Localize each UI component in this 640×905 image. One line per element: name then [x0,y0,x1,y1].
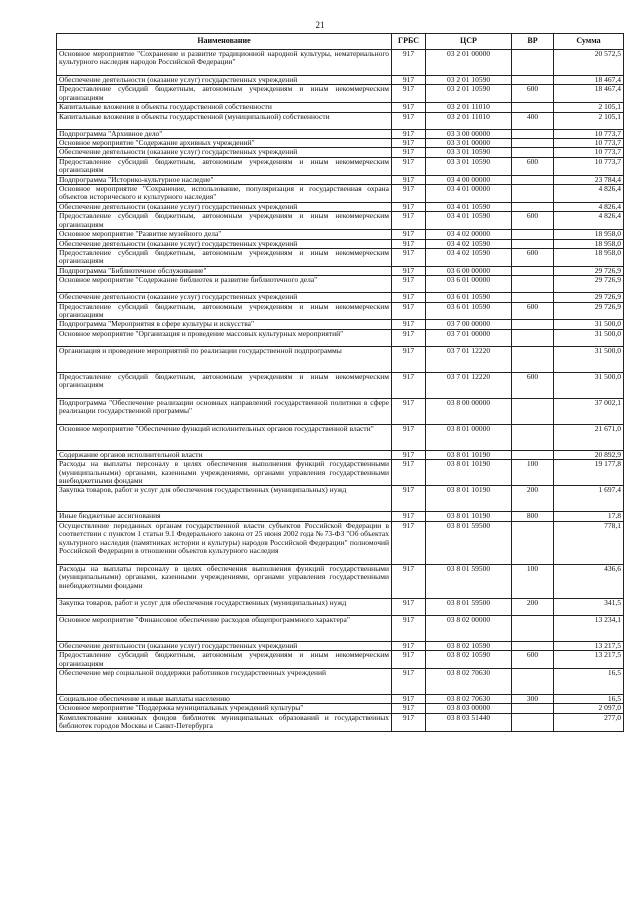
cell-vr [512,615,554,641]
header-csr: ЦСР [426,34,512,50]
header-row [57,34,624,50]
table-row [57,512,624,521]
cell-sum: 16,5 [554,695,624,704]
table-row [57,521,624,564]
cell-sum: 13 217,5 [554,641,624,650]
cell-csr: 03 7 01 00000 [426,329,512,346]
cell-name: Организация и проведение мероприятий по реализации государственной подпрограммы [57,346,392,372]
cell-sum: 16,5 [554,669,624,695]
cell-vr [512,346,554,372]
table-row [57,460,624,486]
table-row [57,185,624,203]
cell-csr: 03 3 01 00000 [426,139,512,148]
cell-vr: 600 [512,302,554,320]
cell-sum: 10 773,7 [554,148,624,157]
cell-vr [512,76,554,85]
cell-name: Обеспечение деятельности (оказание услуг) государственных учреждений [57,641,392,650]
table-row [57,329,624,346]
cell-csr: 03 7 01 12220 [426,372,512,398]
table-row [57,669,624,695]
table-row [57,50,624,76]
cell-csr: 03 8 02 10590 [426,651,512,669]
cell-name: Расходы на выплаты персоналу в целях обеспечения выполнения функций государственными (муниципальными) органами, казенными учреждениями, органами управления государственными внебюджетными фондами [57,564,392,598]
cell-grbs: 917 [392,460,426,486]
cell-sum: 29 726,9 [554,276,624,293]
cell-grbs: 917 [392,202,426,211]
cell-vr: 200 [512,598,554,615]
cell-grbs: 917 [392,50,426,76]
cell-vr: 100 [512,460,554,486]
table-row [57,112,624,129]
table-row [57,157,624,175]
cell-vr [512,129,554,138]
cell-name: Предоставление субсидий бюджетным, автономным учреждениям и иным некоммерческим организациям [57,248,392,266]
cell-sum: 1 697,4 [554,486,624,512]
cell-grbs: 917 [392,157,426,175]
cell-grbs: 917 [392,521,426,564]
table-row [57,346,624,372]
cell-grbs: 917 [392,329,426,346]
table-row [57,713,624,731]
cell-sum: 436,6 [554,564,624,598]
table-row [57,202,624,211]
cell-sum: 2 105,1 [554,103,624,112]
cell-grbs: 917 [392,302,426,320]
table-row [57,320,624,329]
cell-sum: 31 500,0 [554,329,624,346]
cell-name: Иные бюджетные ассигнования [57,512,392,521]
cell-name: Обеспечение деятельности (оказание услуг) государственных учреждений [57,293,392,302]
cell-vr [512,230,554,239]
table-row [57,129,624,138]
cell-grbs: 917 [392,398,426,424]
cell-grbs: 917 [392,185,426,203]
table-row [57,398,624,424]
table-row [57,651,624,669]
cell-name: Основное мероприятие "Поддержка муниципальных учреждений культуры" [57,704,392,713]
cell-csr: 03 4 02 10590 [426,239,512,248]
cell-name: Предоставление субсидий бюджетным, автономным учреждениям и иным некоммерческим организациям [57,85,392,103]
cell-grbs: 917 [392,651,426,669]
cell-vr [512,424,554,450]
cell-csr: 03 4 02 00000 [426,230,512,239]
cell-grbs: 917 [392,230,426,239]
cell-csr: 03 2 01 10590 [426,76,512,85]
page-number: 21 [315,20,325,30]
header-name: Наименование [57,34,392,50]
cell-csr: 03 8 01 10190 [426,450,512,459]
cell-grbs: 917 [392,598,426,615]
table-row [57,239,624,248]
table-row [57,76,624,85]
cell-csr: 03 8 00 00000 [426,398,512,424]
cell-vr [512,669,554,695]
cell-vr [512,239,554,248]
cell-vr [512,139,554,148]
cell-csr: 03 8 03 51440 [426,713,512,731]
cell-csr: 03 8 02 70630 [426,695,512,704]
cell-csr: 03 2 01 11010 [426,103,512,112]
cell-name: Капитальные вложения в объекты государственной (муниципальной) собственности [57,112,392,129]
cell-name: Основное мероприятие "Организация и проведение массовых культурных мероприятий" [57,329,392,346]
cell-sum: 2 097,0 [554,704,624,713]
cell-vr [512,329,554,346]
table-row [57,450,624,459]
budget-table [56,33,624,732]
cell-vr [512,293,554,302]
cell-grbs: 917 [392,266,426,275]
cell-name: Предоставление субсидий бюджетным, автономным учреждениям и иным некоммерческим организациям [57,212,392,230]
header-grbs: ГРБС [392,34,426,50]
table-row [57,175,624,184]
table-row [57,372,624,398]
cell-sum: 23 784,4 [554,175,624,184]
cell-name: Подпрограмма "Обеспечение реализации основных направлений государственной политики в сфере реализации государственной программы" [57,398,392,424]
cell-csr: 03 6 01 10590 [426,302,512,320]
cell-vr [512,450,554,459]
cell-vr: 600 [512,212,554,230]
cell-vr: 600 [512,157,554,175]
cell-name: Предоставление субсидий бюджетным, автономным учреждениям и иным некоммерческим организациям [57,372,392,398]
cell-vr [512,50,554,76]
cell-vr: 300 [512,695,554,704]
cell-sum: 10 773,7 [554,129,624,138]
cell-csr: 03 3 01 10590 [426,157,512,175]
cell-grbs: 917 [392,695,426,704]
cell-vr [512,521,554,564]
cell-vr [512,398,554,424]
cell-name: Основное мероприятие "Сохранение и развитие традиционной народной культуры, нематериального культурного наследия народов Российской Федерации" [57,50,392,76]
cell-name: Обеспечение деятельности (оказание услуг) государственных учреждений [57,239,392,248]
cell-sum: 18 958,0 [554,248,624,266]
cell-csr: 03 8 02 10590 [426,641,512,650]
cell-grbs: 917 [392,112,426,129]
cell-grbs: 917 [392,424,426,450]
cell-vr [512,320,554,329]
cell-vr [512,185,554,203]
cell-vr [512,148,554,157]
cell-csr: 03 8 03 00000 [426,704,512,713]
cell-name: Капитальные вложения в объекты государственной собственности [57,103,392,112]
table-row [57,248,624,266]
cell-sum: 29 726,9 [554,293,624,302]
table-row [57,695,624,704]
table-row [57,293,624,302]
table-row [57,85,624,103]
cell-csr: 03 8 01 00000 [426,424,512,450]
table-row [57,704,624,713]
cell-name: Предоставление субсидий бюджетным, автономным учреждениям и иным некоммерческим организациям [57,157,392,175]
cell-sum: 31 500,0 [554,372,624,398]
cell-vr [512,103,554,112]
cell-name: Закупка товаров, работ и услуг для обеспечения государственных (муниципальных) нужд [57,598,392,615]
cell-grbs: 917 [392,713,426,731]
table-row [57,148,624,157]
cell-csr: 03 4 00 00000 [426,175,512,184]
cell-sum: 18 958,0 [554,230,624,239]
cell-csr: 03 8 02 00000 [426,615,512,641]
table-row [57,103,624,112]
cell-name: Осуществление переданных органам государственной власти субъектов Российской Федерации в соответствии с пунктом 1 статьи 9.1 Федерального закона от 25 июня 2002 года № 73-ФЗ "Об объектах культурного наследия (памятниках истории и культуры) народов Российской Федерации" полномочий Российской Федерации в отношении объектов культурного наследия [57,521,392,564]
cell-grbs: 917 [392,704,426,713]
table-header [57,34,624,50]
cell-name: Основное мероприятие "Сохранение, использование, популяризация и государственная охрана объектов исторического и культурного наследия" [57,185,392,203]
cell-sum: 37 002,1 [554,398,624,424]
cell-name: Обеспечение мер социальной поддержки работников государственных учреждений [57,669,392,695]
cell-sum: 277,0 [554,713,624,731]
cell-vr [512,175,554,184]
table-row [57,212,624,230]
cell-csr: 03 2 01 00000 [426,50,512,76]
cell-grbs: 917 [392,239,426,248]
cell-grbs: 917 [392,486,426,512]
cell-name: Обеспечение деятельности (оказание услуг) государственных учреждений [57,76,392,85]
cell-csr: 03 8 01 10190 [426,512,512,521]
cell-vr [512,641,554,650]
table-row [57,641,624,650]
cell-sum: 778,1 [554,521,624,564]
cell-grbs: 917 [392,293,426,302]
cell-sum: 4 826,4 [554,202,624,211]
cell-vr: 800 [512,512,554,521]
cell-name: Содержание органов исполнительной власти [57,450,392,459]
table-row [57,424,624,450]
table-row [57,230,624,239]
cell-sum: 17,8 [554,512,624,521]
cell-grbs: 917 [392,85,426,103]
cell-name: Основное мероприятие "Содержание библиотек и развитие библиотечного дела" [57,276,392,293]
cell-csr: 03 8 01 59500 [426,598,512,615]
cell-grbs: 917 [392,320,426,329]
cell-grbs: 917 [392,346,426,372]
cell-grbs: 917 [392,450,426,459]
cell-name: Обеспечение деятельности (оказание услуг) государственных учреждений [57,148,392,157]
cell-grbs: 917 [392,641,426,650]
cell-sum: 21 671,0 [554,424,624,450]
cell-name: Основное мероприятие "Содержание архивных учреждений" [57,139,392,148]
cell-csr: 03 8 01 59500 [426,564,512,598]
cell-csr: 03 6 01 10590 [426,293,512,302]
cell-vr: 200 [512,486,554,512]
cell-name: Подпрограмма "Историко-культурное наследие" [57,175,392,184]
cell-csr: 03 6 01 00000 [426,276,512,293]
cell-csr: 03 8 01 10190 [426,486,512,512]
cell-name: Закупка товаров, работ и услуг для обеспечения государственных (муниципальных) нужд [57,486,392,512]
cell-grbs: 917 [392,276,426,293]
cell-csr: 03 8 02 70630 [426,669,512,695]
cell-sum: 29 726,9 [554,302,624,320]
cell-sum: 4 826,4 [554,212,624,230]
cell-vr: 600 [512,85,554,103]
table-row [57,276,624,293]
cell-sum: 341,5 [554,598,624,615]
cell-vr [512,276,554,293]
cell-csr: 03 3 01 10590 [426,148,512,157]
cell-sum: 2 105,1 [554,112,624,129]
cell-grbs: 917 [392,175,426,184]
cell-name: Подпрограмма "Мероприятия в сфере культуры и искусства" [57,320,392,329]
cell-vr [512,202,554,211]
cell-sum: 4 826,4 [554,185,624,203]
cell-sum: 29 726,9 [554,266,624,275]
cell-sum: 31 500,0 [554,320,624,329]
cell-grbs: 917 [392,139,426,148]
cell-name: Основное мероприятие "Развитие музейного дела" [57,230,392,239]
header-sum: Сумма [554,34,624,50]
cell-sum: 18 467,4 [554,76,624,85]
cell-csr: 03 2 01 11010 [426,112,512,129]
cell-sum: 31 500,0 [554,346,624,372]
cell-csr: 03 7 00 00000 [426,320,512,329]
cell-csr: 03 4 01 10590 [426,212,512,230]
table-row [57,598,624,615]
cell-grbs: 917 [392,512,426,521]
cell-grbs: 917 [392,669,426,695]
cell-sum: 20 572,5 [554,50,624,76]
table-row [57,266,624,275]
cell-sum: 19 177,8 [554,460,624,486]
cell-sum: 18 467,4 [554,85,624,103]
cell-vr: 600 [512,651,554,669]
cell-csr: 03 2 01 10590 [426,85,512,103]
cell-csr: 03 4 01 10590 [426,202,512,211]
cell-grbs: 917 [392,564,426,598]
cell-vr: 600 [512,372,554,398]
cell-grbs: 917 [392,103,426,112]
cell-name: Социальное обеспечение и иные выплаты населению [57,695,392,704]
cell-name: Основное мероприятие "Обеспечение функций исполнительных органов государственной власти" [57,424,392,450]
table-row [57,139,624,148]
cell-sum: 20 892,9 [554,450,624,459]
cell-name: Предоставление субсидий бюджетным, автономным учреждениям и иным некоммерческим организациям [57,651,392,669]
cell-grbs: 917 [392,248,426,266]
table-row [57,302,624,320]
cell-vr [512,704,554,713]
cell-csr: 03 4 02 10590 [426,248,512,266]
table-row [57,564,624,598]
cell-grbs: 917 [392,148,426,157]
cell-sum: 13 234,1 [554,615,624,641]
cell-vr: 100 [512,564,554,598]
cell-csr: 03 8 01 10190 [426,460,512,486]
cell-name: Предоставление субсидий бюджетным, автономным учреждениям и иным некоммерческим организациям [57,302,392,320]
table-row [57,486,624,512]
cell-sum: 10 773,7 [554,139,624,148]
cell-grbs: 917 [392,76,426,85]
cell-grbs: 917 [392,615,426,641]
cell-name: Подпрограмма "Архивное дело" [57,129,392,138]
cell-csr: 03 4 01 00000 [426,185,512,203]
cell-name: Расходы на выплаты персоналу в целях обеспечения выполнения функций государственными (муниципальными) органами, казенными учреждениями, органами управления государственными внебюджетными фондами [57,460,392,486]
cell-name: Комплектование книжных фондов библиотек муниципальных образований и государственных библиотек городов Москвы и Санкт-Петербурга [57,713,392,731]
cell-grbs: 917 [392,372,426,398]
cell-csr: 03 8 01 59500 [426,521,512,564]
cell-grbs: 917 [392,212,426,230]
cell-vr [512,266,554,275]
cell-name: Основное мероприятие "Финансовое обеспечение расходов общепрограммного характера" [57,615,392,641]
cell-sum: 10 773,7 [554,157,624,175]
table-row [57,615,624,641]
cell-csr: 03 6 00 00000 [426,266,512,275]
cell-vr [512,713,554,731]
cell-csr: 03 7 01 12220 [426,346,512,372]
cell-sum: 18 958,0 [554,239,624,248]
header-vr: ВР [512,34,554,50]
cell-name: Обеспечение деятельности (оказание услуг) государственных учреждений [57,202,392,211]
table-body [57,50,624,732]
cell-vr: 600 [512,248,554,266]
cell-name: Подпрограмма "Библиотечное обслуживание" [57,266,392,275]
cell-grbs: 917 [392,129,426,138]
cell-vr: 400 [512,112,554,129]
cell-sum: 13 217,5 [554,651,624,669]
cell-csr: 03 3 00 00000 [426,129,512,138]
